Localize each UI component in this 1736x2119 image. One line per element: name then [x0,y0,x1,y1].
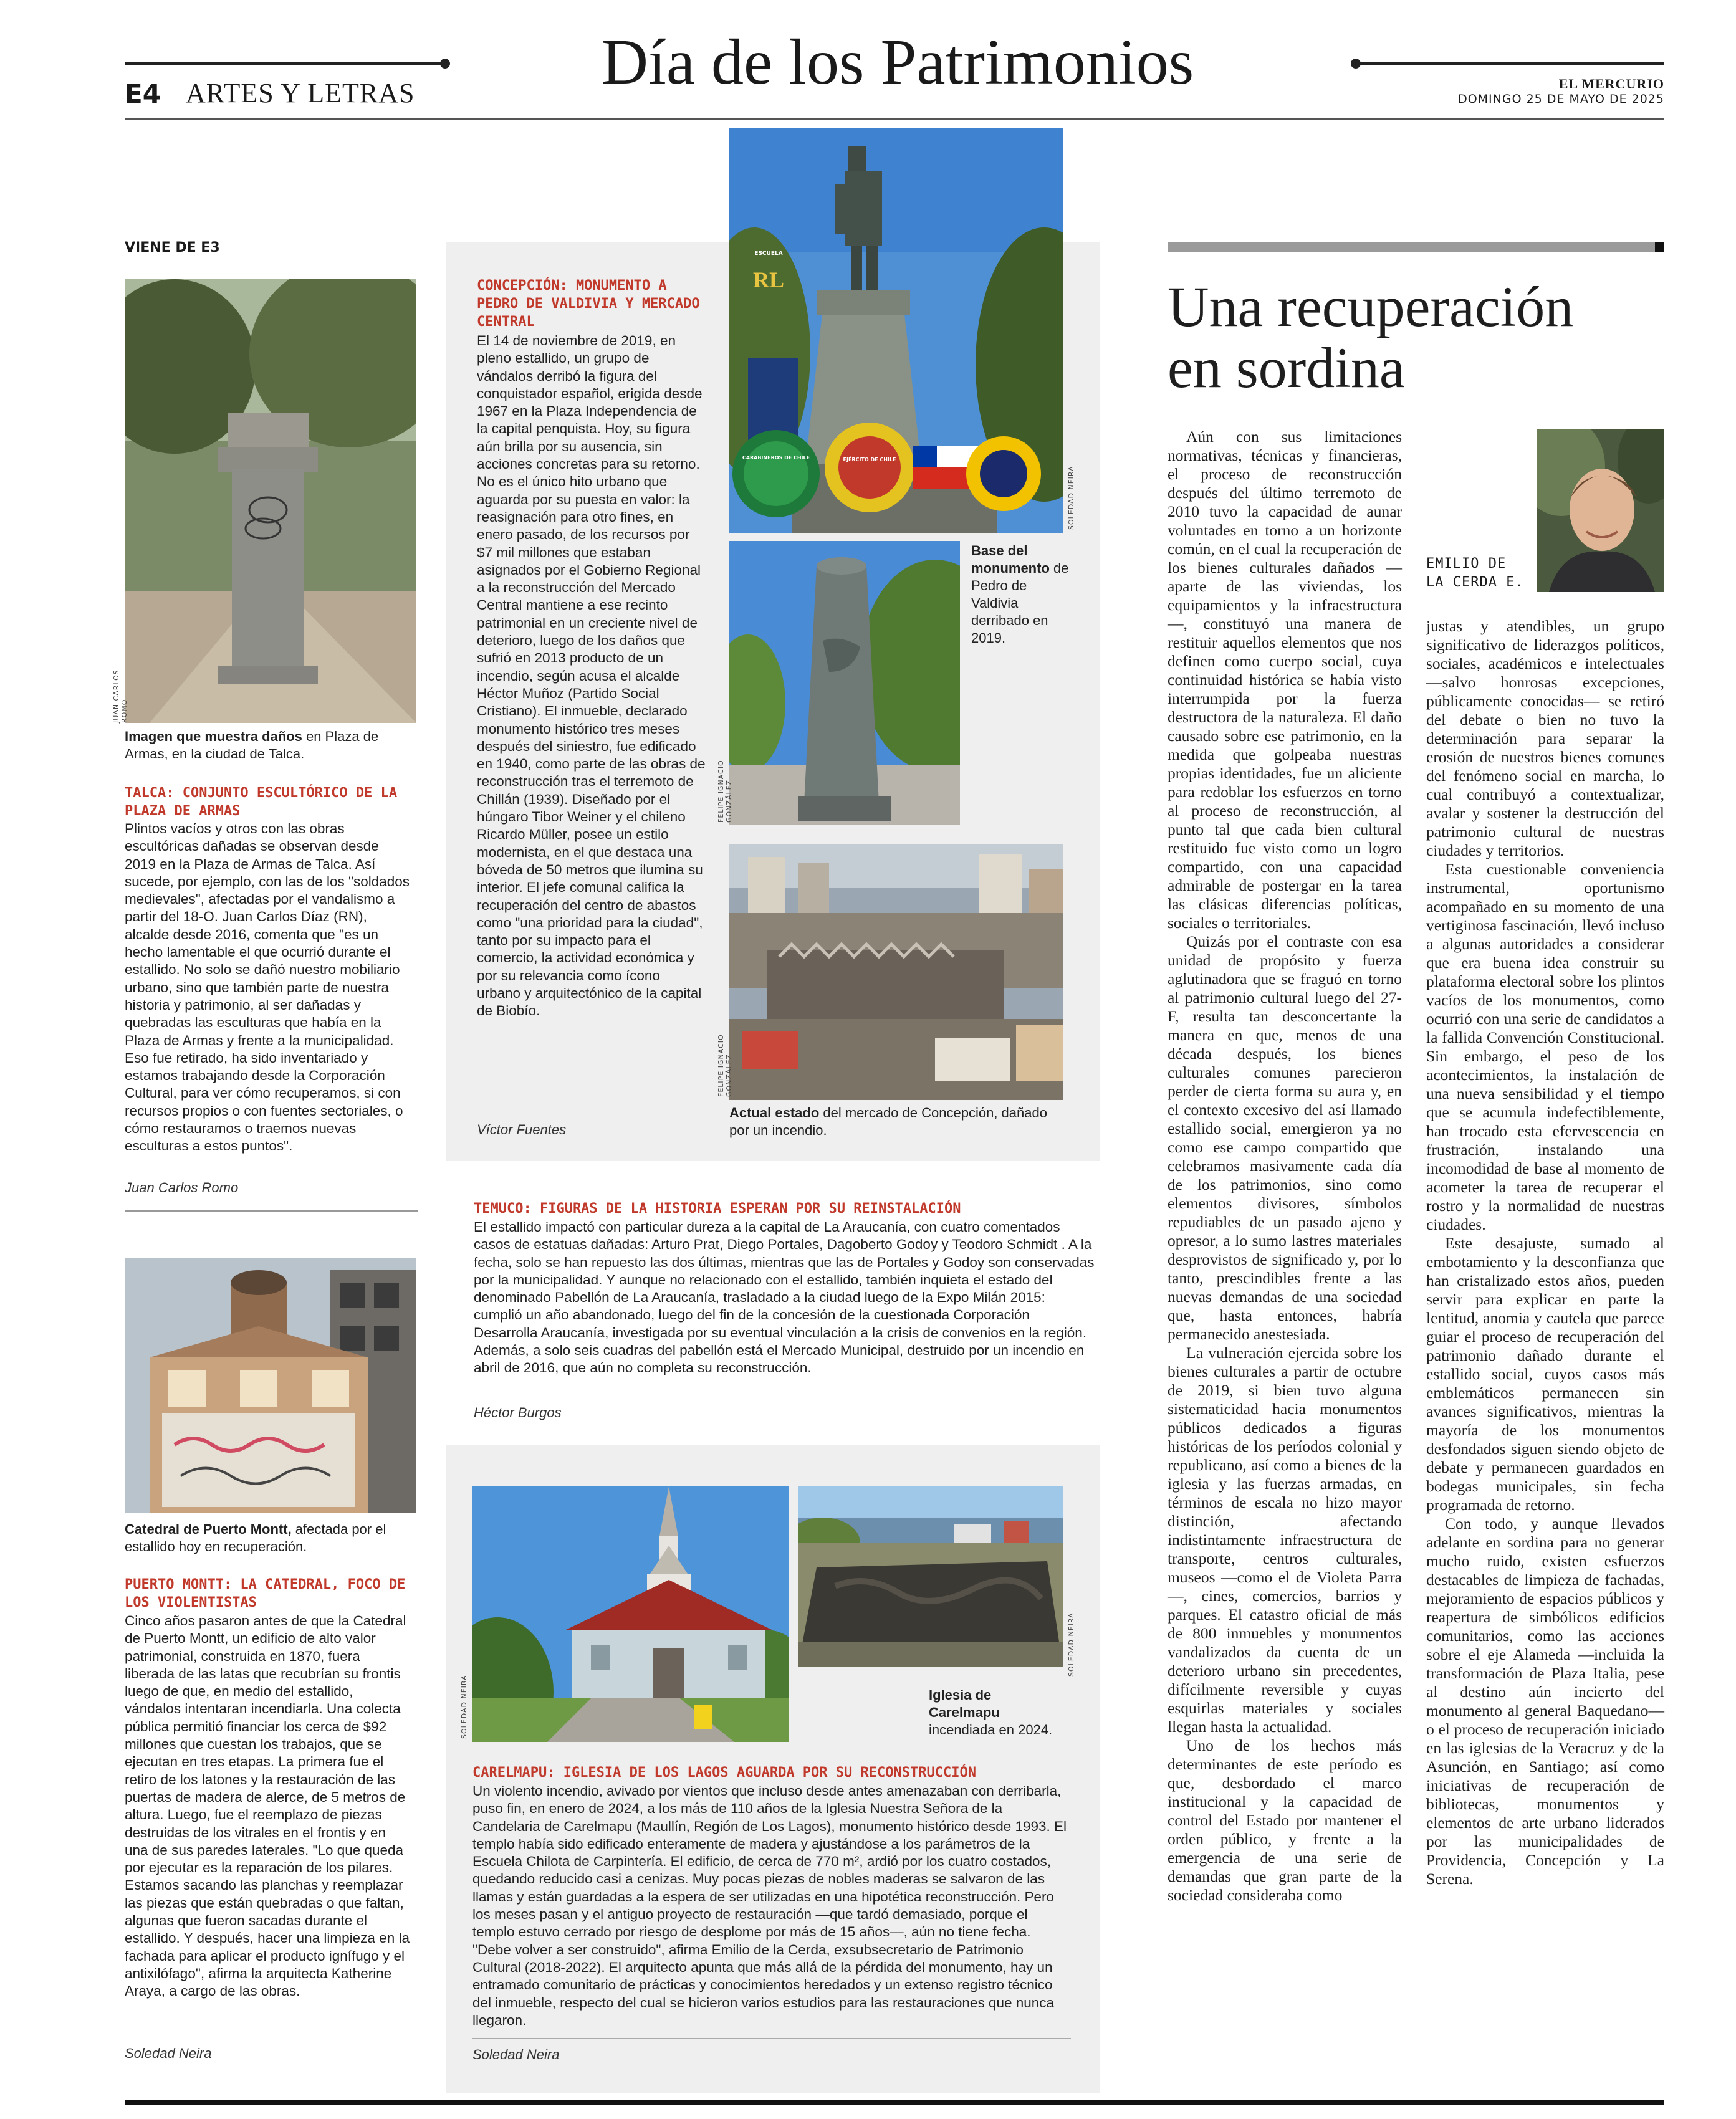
valdivia-statue-photo [729,128,1063,533]
author-name [1426,555,1524,592]
carelmapu-body: Un violento incendio, avivado por vientos que incluso desde antes amenazaban con derribarla, puso fin, en enero de 2024, a los más de 110 años de la Iglesia Nuestra Señora de la Candelaria de Carelmapu (Maullín, Región de Los Lagos), monumento histórico desde 1993. El templo había sido edificado enteramente de madera y ajustándose a los parámetros de la Escuela Chilota de Carpintería. El edificio, de cerca de 770 m², ardió por los cuatro costados, quedando reducido casi a cenizas. Muy pocas piezas de nobles maderas se salvaron de las llamas y están guardadas a la espera de ser utilizadas en una hipotética reconstrucción. Pero los meses pasan y el antiguo proyecto de restauración —que tardó demasiado, porque el templo estuvo cerrado por riesgo de desplome por más de 15 años—, aún no tiene fecha. "Debe volver a ser construido", afirma Emilio de la Cerda, exsubsecretario de Patrimonio Cultural (2018-2022). El arquitecto apunta que más allá de la pérdida del monumento, hay un entramado comunitario de prácticas y conocimientos heredados y un extenso registro técnico del inmueble, respecto del cual se hicieron varios estudios para las restauraciones que nunca llegaron. [472,1783,1067,2028]
author-name-line1: EMILIO DE [1426,556,1507,572]
puerto-montt-byline: Soledad Neira [125,2045,212,2061]
newspaper-name: EL MERCURIO [1558,76,1664,92]
opinion-paragraph: Quizás por el contraste con esa unidad de propósito y fuerza aglutinadora que se fraguó en torno al patrimonio cultural luego del 27-F, resulta tan desconcertante la manera en que, menos de una década después, los bienes culturales comunes parecieron perder de cierta forma su aura y, en el contexto excesivo del así llamado estallido social, emergieron ya no como ese campo compartido que celebramos masivamente cada día de los patrimonios, sino como elementos divisores, símbolos repudiables de un pasado ajeno y opresor, a lo sumo lastres materiales desprovistos de significado y, por lo tanto, prescindibles frente a las nuevas demandas de una sociedad que, hasta entonces, habría permanecido anestesiada. [1168,932,1402,1343]
author-photo [1537,429,1664,592]
opinion-paragraph: La vulneración ejercida sobre los bienes culturales a partir de octubre de 2019, si bien tuvo alguna sistematicidad hacia monumentos públicos dedicados a figuras históricas de los períodos colonial y republicano, así como a bienes de la iglesia y las fuerzas armadas, en términos de escala no hizo mayor distinción, afectando indistintamente infraestructura de transporte, centros culturales, museos —como el de Violeta Parra—, cines, comercios, barrios y parques. El catastro oficial de más de 800 inmuebles y monumentos vandalizados da cuenta de un deterioro urbano sin precedentes, difícilmente reversible y cuyas esquirlas materiales y sociales llegan hasta la actualidad. [1168,1344,1402,1736]
publication-date: DOMINGO 25 DE MAYO DE 2025 [1458,92,1664,106]
carelmapu-byline: Soledad Neira [472,2047,560,2062]
wreath-carabineros-label: CARABINEROS DE CHILE [742,455,810,461]
opinion-column-1 [1168,428,1402,1905]
puerto-montt-body: Cinco años pasaron antes de que la Catedral de Puerto Montt, un edificio de alto valor patrimonial, construida en 1870, fuera liberada de las latas que recubrían su frontis luego de que, en medio del estallido, vándalos intentaran incendiarla. Una colecta pública permitió financiar los cerca de $92 millones que cuestan los trabajos, que se ejecutan en tres etapas. La primera fue el retiro de los latones y la restauración de las puertas de madera de alerce, de 5 metros de altura. Luego, fue el reemplazo de piezas destruidas de los vitrales en el frontis y en una de sus paredes laterales. "Lo que queda por ejecutar es la reparación de los pilares. Estamos sacando las planchas y reemplazar las piezas que están quebradas o que faltan, algunas que fueron sacadas durante el estallido. Y después, hacer una limpieza en la fachada para aplicar el producto ignífugo y el antixilófago", afirma la arquitecta Katherine Araya, a cargo de las obras. [125,1613,410,1999]
header-dot-left [440,59,450,69]
statue-sign-initials: RL [752,267,784,292]
puerto-montt-cathedral-photo [125,1258,416,1513]
opinion-paragraph: justas y atendibles, un grupo significativo de liderazgos políticos, sociales, académicos e intelectuales —salvo honrosas excepciones, públicamente conocidas— se retiró del debate o bien no tuvo la determinación para separar la erosión de nuestros bienes comunes del fenómeno social en marcha, lo cual contribuyó a contextualizar, avalar y sostener la destrucción del patrimonio cultural de nuestras ciudades y territorios. [1426,617,1664,859]
opinion-paragraph: Uno de los hechos más determinantes de este período es que, desbordado el marco institucional y la capacidad de control del Estado por mantener el orden público, y frente a la emergencia de una serie de demandas que gran parte de la sociedad consideraba como [1168,1736,1402,1904]
base-photo-credit: FELIPE IGNACIO GONZÁLEZ [717,760,733,823]
talca-body: Plintos vacíos y otros con las obras escultóricas dañadas se observan desde 2019 en la Plaza de Armas de Talca. Así sucede, por ejemplo, con las de los "soldados medievales", afectadas por el vandalismo a partir del 18-O. Juan Carlos Díaz (RN), alcalde desde 2016, comenta que "es un hecho lamentable el que ocurrió durante el estallido. No solo se dañó nuestro mobiliario urbano, sino que también parte de nuestra historia y patrimonio, al ser dañadas y quebradas las esculturas que había en la Plaza de Armas y frente a la municipalidad. Eso fue retirado, ha sido inventariado y estamos trabajando desde la Corporación Cultural, para ver cómo recuperamos, si con recursos propios o con fuentes sectoriales, o cómo restauramos o traemos nuevas esculturas a estos puntos". [125,821,410,1154]
carelmapu-church-photo [472,1486,789,1742]
talca-photo-credit: JUAN CARLOS ROMO [112,669,128,723]
temuco-kicker: TEMUCO: FIGURAS DE LA HISTORIA ESPERAN POR SU REINSTALACIÓN [474,1201,961,1217]
header-rule-right [1356,62,1664,65]
continued-from: VIENE DE E3 [125,240,220,256]
temuco-byline: Héctor Burgos [474,1405,562,1420]
opinion-paragraph: Aún con sus limitaciones normativas, técnicas y financieras, el proceso de reconstrucción después del último terremoto de 2010 tuvo la capacidad de aunar voluntades en torno a un horizonte común, en el cual la recuperación de los bienes culturales dañados —aparte de las viviendas, los equipamientos y la infraestructura—, constituyó una manera de restituir aquellos elementos que nos definen como cuerpo social, cuya continuidad histórica se había visto interrumpida por la fuerza destructora de la naturaleza. El daño causado sobre ese patrimonio, en la medida que golpeaba nuestras propias identidades, fue un aliciente para redoblar los esfuerzos en torno al proceso de reconstrucción, al punto tal que cada bien cultural restituido fue visto como un logro compartido, con una capacidad admirable de postergar en la tarea las clásicas diferencias políticas, sociales o territoriales. [1168,428,1402,932]
opinion-top-bar [1168,242,1655,252]
header-bottom-rule [125,118,1664,120]
header-dot-right [1351,59,1361,69]
opinion-column-2 [1426,617,1664,1888]
opinion-headline-line2: en sordina [1168,336,1405,399]
talca-caption [125,728,418,763]
puerto-montt-caption [125,1521,418,1556]
section-name: ARTES Y LETRAS [186,78,415,108]
puerto-montt-caption-bold: Catedral de Puerto Montt, [125,1521,292,1537]
opinion-paragraph: Este desajuste, sumado al embotamiento y la desconfianza que han cristalizado estos años, pueden servir para explicar en parte la lentitud, anomia y cautela que parece guiar el proceso de recuperación del patrimonio dañado durante el estallido social, cuyos casos más emblemáticos permanecen sin avances significativos, mientras la mayoría de los monumentos desfondados siguen siendo objeto de debate y permanecen guardados en bodegas municipales, sin fecha programada de retorno. [1426,1234,1664,1514]
left-divider [125,1210,418,1212]
talca-kicker: TALCA: CONJUNTO ESCULTÓRICO DE LA PLAZA DE ARMAS [125,785,398,819]
mercado-caption-bold: Actual estado [729,1105,820,1121]
mercado-concepcion-photo [729,844,1063,1100]
mercado-photo-credit: FELIPE IGNACIO GONZÁLEZ [717,1034,733,1097]
valdivia-base-photo [729,541,960,825]
page-bottom-rule [125,2100,1664,2105]
mercado-photo-caption [729,1104,1066,1139]
statue-photo-credit: SOLEDAD NEIRA [1067,466,1075,530]
ruins-photo-credit: SOLEDAD NEIRA [1067,1612,1075,1677]
talca-plaza-photo [125,279,416,723]
talca-caption-rest: en Plaza de Armas, en la ciudad de Talca. [125,729,379,762]
opinion-headline-line1: Una recuperación [1168,275,1574,338]
carelmapu-kicker: CARELMAPU: IGLESIA DE LOS LAGOS AGUARDA POR SU RECONSTRUCCIÓN [472,1765,976,1781]
concepcion-kicker: CONCEPCIÓN: MONUMENTO A PEDRO DE VALDIVIA Y MERCADO CENTRAL [477,278,700,330]
carelmapu-ruins-photo [798,1486,1063,1667]
author-name-line2: LA CERDA E. [1426,575,1524,590]
carelmapu-caption-rest: incendiada en 2024. [929,1722,1053,1738]
concepcion-body: El 14 de noviembre de 2019, en pleno estallido, un grupo de vándalos derribó la figura del conquistador español, erigida desde 1967 en la Plaza Independencia de la capital penquista. Hoy, su figura aún brilla por su ausencia, sin acciones concretas para su retorno. No es el único hito urbano que aguarda por su puesta en valor: la reasignación para otro fines, en enero pasado, de los recursos por $7 mil millones que estaban asignados por el Gobierno Regional a la reconstrucción del Mercado Central mantiene a ese recinto patrimonial en un creciente nivel de deterioro, luego de los daños que sufrió en 2013 producto de un incendio, según acusa el alcalde Héctor Muñoz (Partido Social Cristiano). El inmueble, declarado monumento histórico tres meses después del siniestro, fue edificado en 1940, como parte de las obras de reconstrucción tras el terremoto de Chillán (1939). Diseñado por el húngaro Tibor Weiner y el chileno Ricardo Müller, posee un estilo modernista, en el que destaca una bóveda de 50 metros que ilumina su interior. El jefe comunal califica la recuperación del centro de abastos como "una prioridad para la ciudad", tanto por su impacto para el comercio, la actividad económica y por su relevancia como ícono urbano y arquitectónico de la capital de Biobío. [477,333,706,1019]
puerto-montt-caption-rest: afectada por el estallido hoy en recuperación. [125,1521,386,1554]
opinion-paragraph: Con todo, y aunque llevados adelante en sordina para no generar mucho ruido, existen esfuerzos destacables de limpieza de fachadas, mejoramiento de espacios públicos y reapertura de simbólicos edificios comunitarios, como las acciones sobre el eje Alameda —incluida la transformación de Plaza Italia, pese al destino aún incierto del monumento al general Baquedano— o el proceso de recuperación iniciado en las iglesias de la Veracruz y de la Asunción, en Santiago; así como iniciativas de recuperación de bibliotecas, monumentos y elementos de arte urbano liderados por las municipalidades de Providencia, Concepción y La Serena. [1426,1514,1664,1888]
carelmapu-caption-bold: Iglesia de Carelmapu [929,1687,1000,1720]
carelmapu-byline-rule [472,2038,1071,2039]
opinion-headline [1168,276,1666,398]
opinion-paragraph: Esta cuestionable conveniencia instrumental, oportunismo acompañado en su momento de una vertiginosa fascinación, llevó incluso a algunas autoridades a considerar que era buena idea construir su plataforma electoral sobre los plintos vacíos de los monumentos, como ocurrió con una serie de candidatos a la fallida Convención Constitucional. Sin embargo, el peso de los acontecimientos, la instalación de una nueva sensibilidad y el tiempo que se acumula indefectiblemente, han trocado esta efervescencia en frustración, instalando una incomodidad de base al momento de acometer la tarea de recuperar el rostro y la normalidad de nuestras ciudades. [1426,860,1664,1233]
base-photo-caption [971,542,1077,647]
wreath-ejercito-label: EJÉRCITO DE CHILE [843,457,896,462]
page-number: E4 [125,79,161,109]
statue-sign-school: ESCUELA [754,251,783,257]
talca-byline: Juan Carlos Romo [125,1180,239,1195]
opinion-top-bar-end [1655,242,1664,252]
temuco-body: El estallido impactó con particular dureza a la capital de La Araucanía, con cuatro comentados casos de estatuas dañadas: Arturo Prat, Diego Portales, Dagoberto Godoy y Teodoro Schmidt . A la fecha, solo se han repuesto las dos últimas, mientras que las de Portales y Godoy son conservadas por la municipalidad. Y aunque no relacionado con el estallido, también inquieta el estado del denominado Pabellón de La Araucanía, trasladado a la ciudad luego de la Expo Milán 2015: cumplió un año abandonado, luego del fin de la concesión de la cuestionada Corporación Desarrolla Araucanía, investigada por su eventual vinculación a la crisis de convenios en la región. Además, a solo seis cuadras del pabellón está el Mercado Municipal, destruido por un incendio en abril de 2016, que aún no completa su reconstrucción. [474,1219,1095,1376]
carelmapu-caption [929,1686,1060,1739]
concepcion-byline: Víctor Fuentes [477,1122,567,1137]
talca-caption-bold: Imagen que muestra daños [125,729,302,744]
mercado-caption-rest: del mercado de Concepción, dañado por un incendio. [729,1105,1047,1138]
page-title: Día de los Patrimonios [601,26,1194,98]
puerto-montt-kicker: PUERTO MONTT: LA CATEDRAL, FOCO DE LOS VIOLENTISTAS [125,1577,406,1610]
base-caption-rest: de Pedro de Valdivia derribado en 2019. [971,560,1069,646]
header-rule-left [125,62,446,65]
church-photo-credit: SOLEDAD NEIRA [460,1675,468,1739]
base-caption-bold: Base del monumento [971,543,1050,576]
